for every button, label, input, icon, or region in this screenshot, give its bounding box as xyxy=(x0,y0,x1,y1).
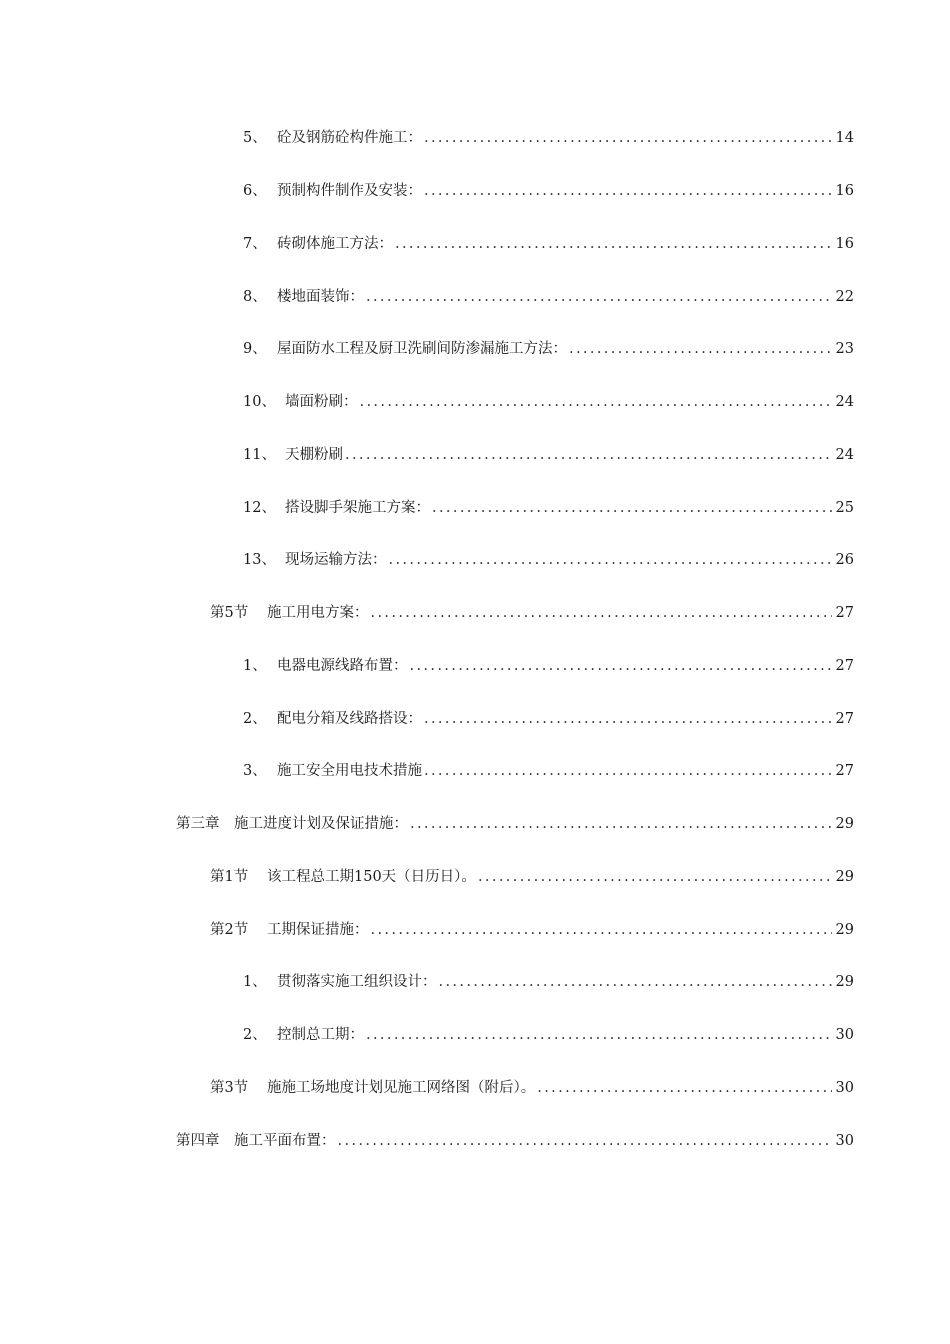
toc-entry-title: 施工用电方案： xyxy=(267,605,369,621)
toc-entry-title: 施工进度计划及保证措施： xyxy=(234,816,408,832)
toc-entry-page: 30 xyxy=(835,1133,854,1149)
toc-section-entry[interactable] xyxy=(210,1074,854,1098)
toc-entry-number: 13、 xyxy=(243,552,276,568)
toc-section-entry[interactable] xyxy=(210,863,854,887)
toc-entry-number: 6、 xyxy=(243,183,267,199)
toc-leader-dots xyxy=(569,339,832,359)
toc-leader-dots xyxy=(424,709,832,729)
toc-entry-page: 29 xyxy=(835,922,854,938)
toc-entry-number: 第2节 xyxy=(210,922,249,938)
toc-entry-page: 27 xyxy=(835,763,854,779)
toc-entry-page: 14 xyxy=(835,130,854,146)
toc-entry-number: 9、 xyxy=(243,341,267,357)
toc-leader-dots xyxy=(371,920,832,940)
toc-leader-dots xyxy=(537,1078,831,1098)
toc-entry-number: 5、 xyxy=(243,130,267,146)
toc-entry[interactable] xyxy=(243,388,854,412)
toc-entry[interactable] xyxy=(243,968,854,992)
toc-entry[interactable] xyxy=(243,283,854,307)
toc-entry-title: 控制总工期： xyxy=(277,1027,364,1043)
toc-entry-number: 第1节 xyxy=(210,869,249,885)
toc-entry-page: 25 xyxy=(835,500,854,516)
toc-entry[interactable] xyxy=(243,335,854,359)
toc-entry-title: 该工程总工期150天（日历日）。 xyxy=(267,869,476,885)
toc-entry-page: 23 xyxy=(835,341,854,357)
toc-entry-number: 第5节 xyxy=(210,605,249,621)
toc-entry-number: 3、 xyxy=(243,763,267,779)
toc-entry[interactable] xyxy=(243,230,854,254)
toc-entry-number: 第3节 xyxy=(210,1080,249,1096)
toc-leader-dots xyxy=(345,445,832,465)
toc-entry[interactable] xyxy=(243,546,854,570)
toc-leader-dots xyxy=(432,498,832,518)
toc-entry-number: 第三章 xyxy=(176,816,220,832)
toc-entry-title: 贯彻落实施工组织设计： xyxy=(277,974,437,990)
toc-entry-page: 24 xyxy=(835,447,854,463)
toc-entry-page: 29 xyxy=(835,869,854,885)
toc-entry-page: 16 xyxy=(835,183,854,199)
toc-entry-title: 墙面粉刷： xyxy=(285,394,358,410)
toc-entry-title: 屋面防水工程及厨卫洗刷间防渗漏施工方法： xyxy=(277,341,567,357)
toc-entry[interactable] xyxy=(243,652,854,676)
toc-leader-dots xyxy=(366,1025,832,1045)
toc-entry-title: 电器电源线路布置： xyxy=(277,658,408,674)
toc-entry[interactable] xyxy=(243,177,854,201)
toc-entry-number: 2、 xyxy=(243,711,267,727)
toc-entry-title: 砖砌体施工方法： xyxy=(277,236,393,252)
toc-entry-number: 11、 xyxy=(243,447,276,463)
toc-entry-number: 12、 xyxy=(243,500,276,516)
toc-entry[interactable] xyxy=(243,124,854,148)
toc-leader-dots xyxy=(389,550,832,570)
toc-entry-title: 施工平面布置： xyxy=(234,1133,336,1149)
toc-entry-number: 7、 xyxy=(243,236,267,252)
toc-entry-title: 现场运输方法： xyxy=(285,552,387,568)
toc-entry-page: 27 xyxy=(835,711,854,727)
toc-leader-dots xyxy=(424,181,832,201)
toc-entry[interactable] xyxy=(243,494,854,518)
toc-entry-number: 2、 xyxy=(243,1027,267,1043)
toc-entry-title: 天棚粉刷 xyxy=(285,447,343,463)
toc-entry[interactable] xyxy=(243,1021,854,1045)
toc-entry-page: 27 xyxy=(835,605,854,621)
toc-section-entry[interactable] xyxy=(210,599,854,623)
toc-chapter-entry[interactable] xyxy=(176,810,854,834)
toc-entry-page: 30 xyxy=(835,1080,854,1096)
toc-leader-dots xyxy=(424,761,832,781)
toc-entry[interactable] xyxy=(243,757,854,781)
toc-entry-title: 预制构件制作及安装： xyxy=(277,183,422,199)
toc-entry-page: 29 xyxy=(835,974,854,990)
toc-entry-number: 8、 xyxy=(243,289,267,305)
toc-entry[interactable] xyxy=(243,705,854,729)
toc-entry-number: 10、 xyxy=(243,394,276,410)
toc-entry-page: 26 xyxy=(835,552,854,568)
toc-entry-page: 16 xyxy=(835,236,854,252)
toc-entry-number: 1、 xyxy=(243,974,267,990)
toc-entry-page: 22 xyxy=(835,289,854,305)
toc-section-entry[interactable] xyxy=(210,916,854,940)
toc-entry-title: 工期保证措施： xyxy=(267,922,369,938)
toc-entry-title: 砼及钢筋砼构件施工： xyxy=(277,130,422,146)
toc-entry-page: 27 xyxy=(835,658,854,674)
toc-leader-dots xyxy=(366,287,832,307)
toc-entry-title: 配电分箱及线路搭设： xyxy=(277,711,422,727)
toc-leader-dots xyxy=(424,128,832,148)
toc-entry-page: 29 xyxy=(835,816,854,832)
toc-leader-dots xyxy=(478,867,832,887)
toc-leader-dots xyxy=(410,814,832,834)
toc-entry-title: 施工安全用电技术措施 xyxy=(277,763,422,779)
toc-entry-number: 1、 xyxy=(243,658,267,674)
toc-entry-page: 30 xyxy=(835,1027,854,1043)
toc-leader-dots xyxy=(439,972,832,992)
toc-entry-page: 24 xyxy=(835,394,854,410)
toc-chapter-entry[interactable] xyxy=(176,1127,854,1151)
toc-leader-dots xyxy=(395,234,832,254)
toc-leader-dots xyxy=(410,656,832,676)
toc-leader-dots xyxy=(338,1131,832,1151)
toc-entry-title: 搭设脚手架施工方案： xyxy=(285,500,430,516)
toc-entry-title: 施施工场地度计划见施工网络图（附后）。 xyxy=(267,1080,536,1096)
toc-leader-dots xyxy=(360,392,832,412)
toc-entry[interactable] xyxy=(243,441,854,465)
toc-entry-title: 楼地面装饰： xyxy=(277,289,364,305)
toc-leader-dots xyxy=(371,603,832,623)
toc-entry-number: 第四章 xyxy=(176,1133,220,1149)
